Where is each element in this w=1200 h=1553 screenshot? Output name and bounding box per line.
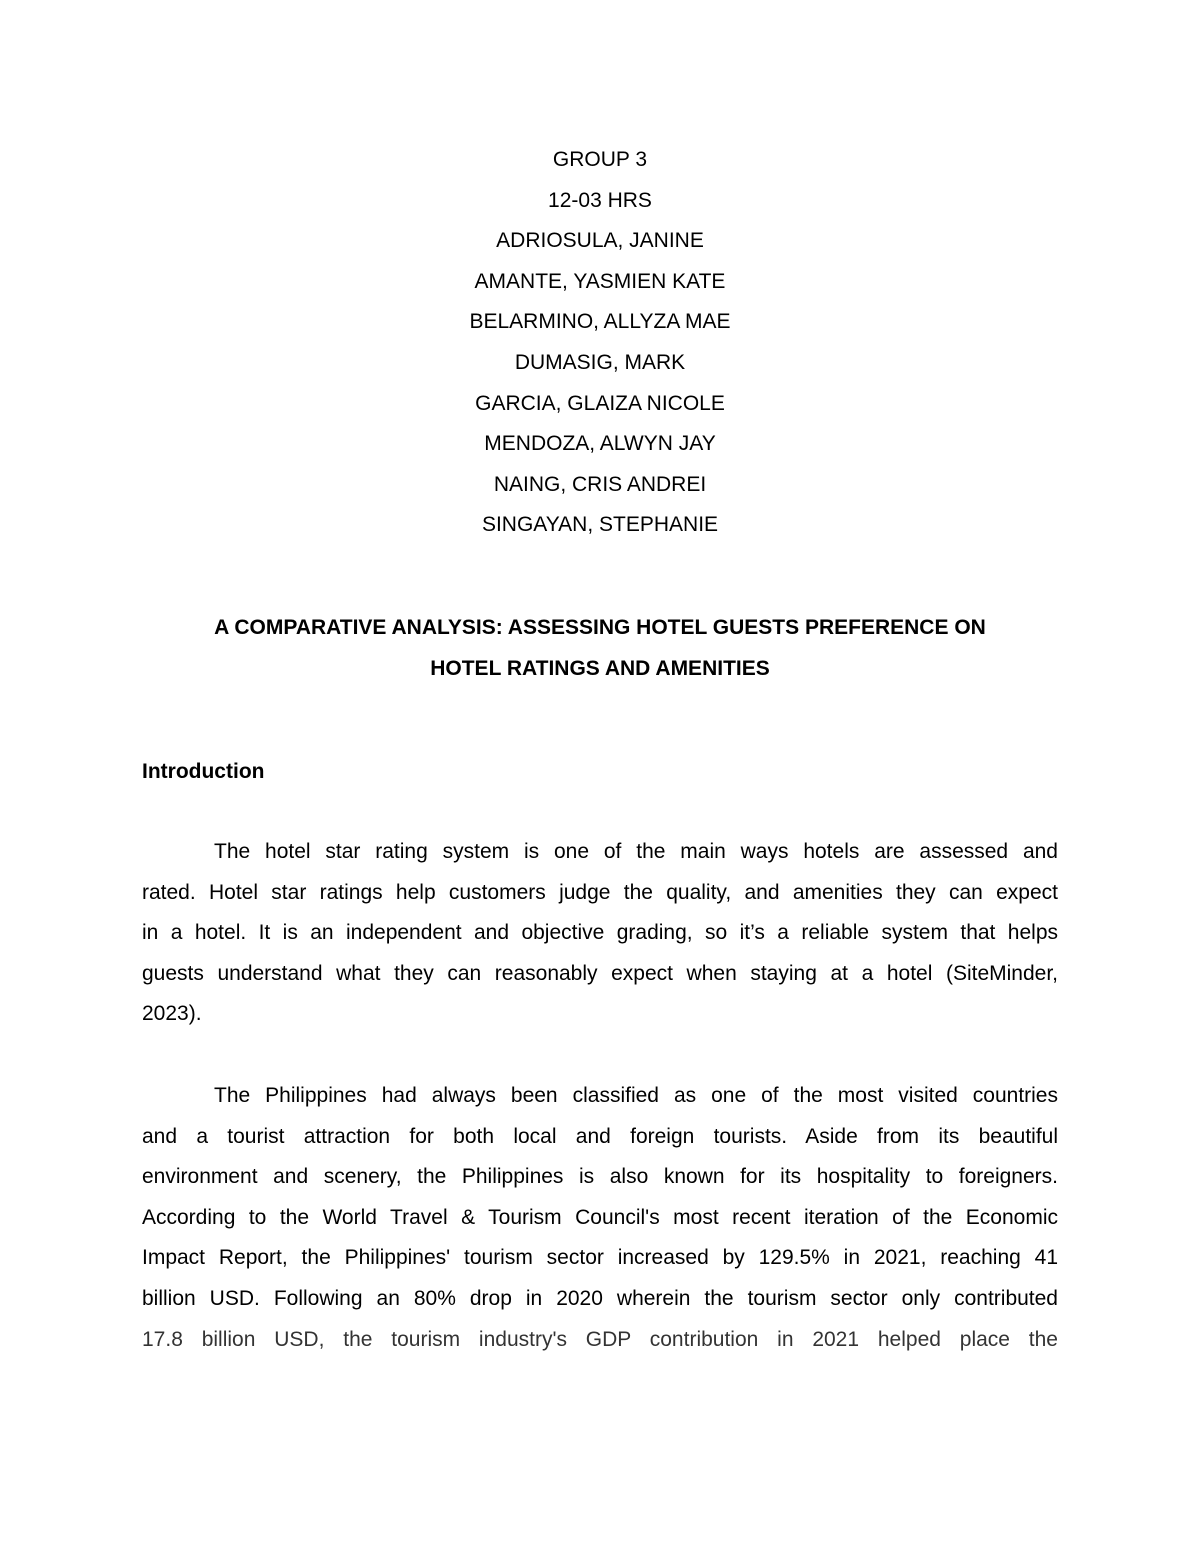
paragraph-line: 2023). [142, 1002, 202, 1026]
paragraph-line: in a hotel. It is an independent and objective grading, so it’s a reliable system that helps [142, 921, 1058, 945]
paragraph-line: 17.8 billion USD, the tourism industry's GDP contribution in 2021 helped place the [142, 1327, 1058, 1351]
title-line-1: A COMPARATIVE ANALYSIS: ASSESSING HOTEL GUESTS PREFERENCE ON [214, 616, 986, 639]
member-name: BELARMINO, ALLYZA MAE [469, 310, 731, 334]
member-name: GARCIA, GLAIZA NICOLE [475, 391, 725, 415]
paragraph-line: environment and scenery, the Philippines is also known for its hospitality to foreigners. [142, 1165, 1058, 1189]
cover-block [0, 140, 1200, 546]
member-name: SINGAYAN, STEPHANIE [481, 513, 719, 537]
member-name: NAING, CRIS ANDREI [493, 472, 707, 496]
paragraph-line: rated. Hotel star ratings help customers judge the quality, and amenities they can expect [142, 880, 1058, 904]
section-code: 12-03 HRS [548, 188, 652, 212]
paragraph-line: According to the World Travel & Tourism Council's most recent iteration of the Economic [142, 1205, 1058, 1229]
paragraph-line: and a tourist attraction for both local and foreign tourists. Aside from its beautiful [142, 1124, 1058, 1148]
member-name: MENDOZA, ALWYN JAY [484, 432, 716, 456]
paper-title [140, 608, 1060, 689]
paragraph-line: billion USD. Following an 80% drop in 2020 wherein the tourism sector only contributed [142, 1286, 1058, 1310]
title-line-2: HOTEL RATINGS AND AMENITIES [430, 656, 770, 680]
paragraph-line: The Philippines had always been classified as one of the most visited countries [214, 1084, 1058, 1107]
introduction-paragraph-1 [142, 832, 1058, 1035]
group-number: GROUP 3 [552, 148, 648, 171]
introduction-heading: Introduction [142, 760, 265, 783]
member-name: DUMASIG, MARK [514, 350, 686, 374]
introduction-paragraph-2 [142, 1076, 1058, 1360]
member-name: AMANTE, YASMIEN KATE [474, 269, 726, 293]
paragraph-line: The hotel star rating system is one of the main ways hotels are assessed and [214, 840, 1058, 863]
member-name: ADRIOSULA, JANINE [496, 229, 704, 253]
paragraph-line: guests understand what they can reasonably expect when staying at a hotel (SiteMinder, [142, 961, 1058, 985]
paragraph-line: Impact Report, the Philippines' tourism sector increased by 129.5% in 2021, reaching 41 [142, 1246, 1058, 1270]
